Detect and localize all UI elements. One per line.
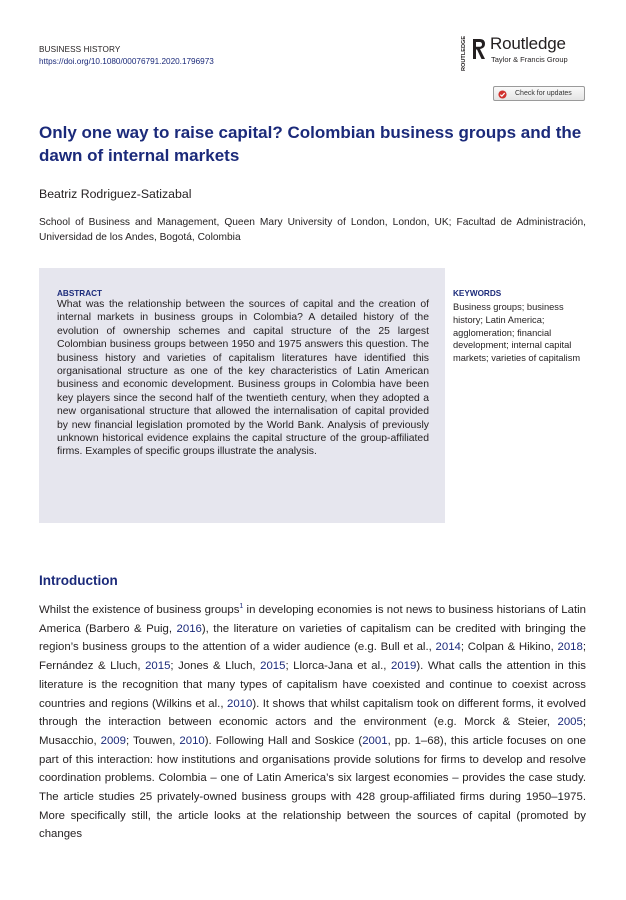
publisher-name: Routledge bbox=[490, 34, 566, 53]
citation-link[interactable]: 2014 bbox=[435, 641, 461, 654]
journal-name: BUSINESS HISTORY bbox=[39, 45, 121, 54]
doi-link[interactable]: https://doi.org/10.1080/00076791.2020.1796973 bbox=[39, 57, 214, 66]
citation-link[interactable]: 2015 bbox=[145, 660, 171, 673]
citation-link[interactable]: 2019 bbox=[390, 660, 417, 673]
author-name[interactable]: Beatriz Rodriguez-Satizabal bbox=[39, 187, 192, 201]
footnote-ref[interactable]: 1 bbox=[239, 603, 244, 611]
check-for-updates-button[interactable] bbox=[493, 86, 585, 101]
citation-link[interactable]: 2009 bbox=[100, 734, 126, 747]
publisher-subtitle: Taylor & Francis Group bbox=[491, 55, 568, 64]
citation-link[interactable]: 2018 bbox=[557, 641, 583, 654]
citation-link[interactable]: 2010 bbox=[179, 734, 205, 747]
routledge-r-icon bbox=[471, 38, 487, 60]
svg-text:ROUTLEDGE: ROUTLEDGE bbox=[461, 36, 467, 71]
check-updates-icon bbox=[498, 90, 507, 99]
keywords-heading: KEYWORDS bbox=[453, 289, 502, 298]
abstract-text: What was the relationship between the sources of capital and the creation of internal markets in business groups in Colombia? A detailed history of the evolution of ownership schemes and capital structure of the 25 largest Colombian business groups between 1950 and 1975 answers this question. The business history and varieties of capitalism literatures have identified this organisational structure as one of the key characteristics of Latin American business and economic development. Business groups in Colombia have been key players since the second half of the twentieth century, when they adopted a new organisational structure that allowed the internalisation of capital provided by new financial legislation promoted by the World Bank. Analysis of previously unknown historical evidence explains the capital structure of the group-affiliated firms. Examples of specific groups illustrate the analysis. bbox=[57, 299, 429, 458]
citation-link[interactable]: 2015 bbox=[260, 660, 286, 673]
author-affiliation: School of Business and Management, Queen Mary University of London, London, UK; Facultad de Administración, Universidad de los Andes, Bogotá, Colombia bbox=[39, 217, 586, 243]
check-updates-label: Check for updates bbox=[515, 90, 572, 97]
routledge-logo[interactable] bbox=[458, 34, 598, 74]
introduction-heading: Introduction bbox=[39, 573, 118, 588]
citation-link[interactable]: 2005 bbox=[557, 716, 583, 729]
article-title: Only one way to raise capital? Colombian business groups and the dawn of internal markets bbox=[39, 123, 582, 165]
citation-link[interactable]: 2010 bbox=[226, 697, 253, 710]
introduction-paragraph: Whilst the existence of business groups$^1$ in developing economies is not news to business historians of Latin America (Barbero & Puig, 2016), the literature on varieties of capitalism can be credited with bringing the region’s business groups to the attention of a wider audience (e.g. Bull et al., 2014; Colpan & Hikino, 2018; Fernández & Lluch, 2015; Jones & Lluch, 2015; Llorca-Jana et al., 2019). What calls the attention in this literature is the recognition that many types of capitalism have coexisted and continue to coexist across countries and regions (Wilkins et al., 2010). It shows that whilst capitalism took on different forms, it evolved through the interaction between economic actors and the environment (e.g. Morck & Steier, 2005; Musacchio, 2009; Touwen, 2010). Following Hall and Soskice (2001, pp. 1–68), this article focuses on one part of this interaction: how institutions and organisations provide solutions for firms to develop and resolve coordination problems. Colombia – one of Latin America’s six largest economies – provides the case study. The article studies 25 privately-owned business groups with 428 group-affiliated firms during 1950–1975. More specifically still, the article looks at the relationship between the sources of capital (promoted by changes bbox=[39, 603, 586, 841]
abstract-heading: ABSTRACT bbox=[57, 289, 103, 298]
citation-link[interactable]: 2016 bbox=[176, 622, 202, 635]
keywords-list: Business groups; business history; Latin America; agglomeration; financial development; internal capital markets; varieties of capitalism bbox=[453, 302, 581, 364]
citation-link[interactable]: 2001 bbox=[362, 734, 388, 747]
routledge-vertical-text bbox=[458, 36, 468, 72]
